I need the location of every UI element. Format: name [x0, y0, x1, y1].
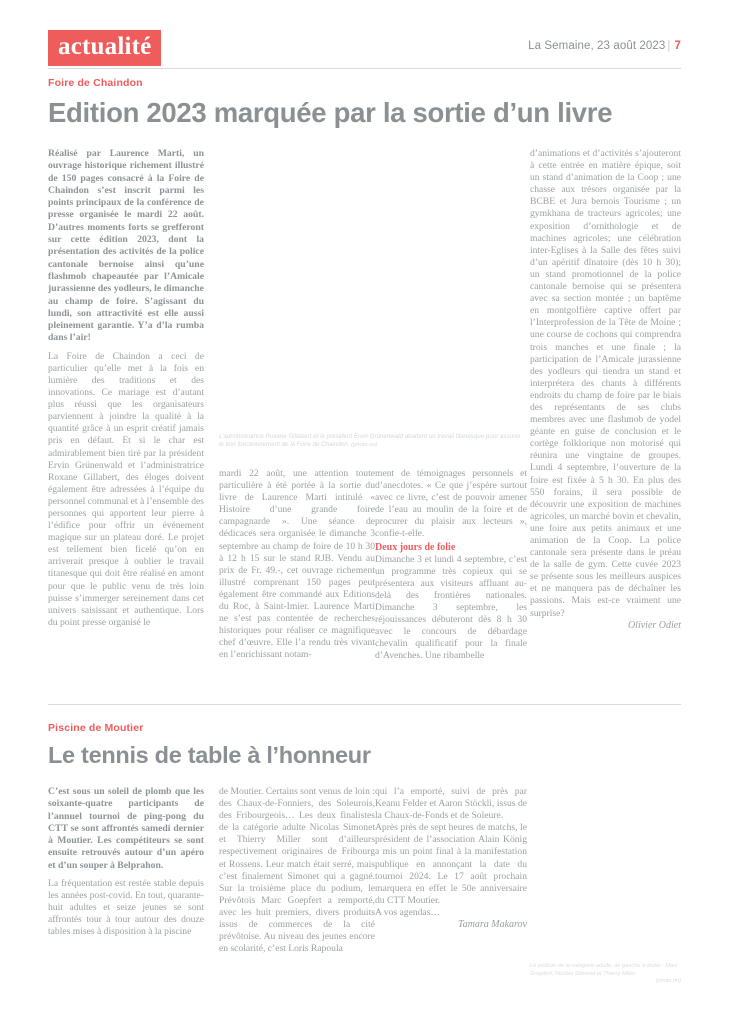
article-1-column-3: [375, 468, 527, 662]
masthead-publication-info: [528, 40, 681, 52]
masthead-divider: [48, 68, 681, 69]
article-1-column-4: [530, 148, 681, 632]
publication-date: La Semaine, 23 août 2023: [528, 40, 666, 52]
article-2-column-3-body-2: Après près de sept heures de matchs, le président de l’association Alain König a mis un point final à la manifestation publique en annonçant la date du tournoi 2024. Le 17 août prochain marquera en effet le 50e anniversaire du CTT Moutier.: [375, 822, 527, 906]
article-1-column-2-body: mardi 22 août, une attention toute particulière à été portée à la sortie du livre de Laurence Marti intitulé « Histoire d’une grande foire campagnarde ». Une séance de dédicaces sera organisée le dimanche 3 septembre au champ de foire de 10 h 30 à 12 h 15 sur le stand RJB. Vendu au prix de Fr. 49.-, cet ouvrage richement illustré comprenant 150 pages peut également être commandé aux Editions du Roc, à Saint-Imier. Laurence Marti ne s’est pas contentée de recherches historiques pour réaliser ce magnifique chef d’œuvre. Elle l’a rendu très vivant en l’enrichissant notam-: [219, 468, 375, 661]
article-2-column-2: [219, 786, 375, 955]
article-1-column-2: [219, 468, 375, 662]
article-2-lead: C’est sous un soleil de plomb que les soixante-quatre participants de l’annuel tournoi de ping-pong du CTT se sont affrontés samedi dernier à Moutier. Les compétiteurs se sont ensuite retrouvés autour d’un apéro et d’un souper à Belprahon.: [48, 786, 204, 871]
article-1-photo-caption: [219, 433, 527, 450]
article-2-column-2-body: de Moutier. Certains sont venus de loin : des Chaux-de-Fonniers, des Soleurois, des Fribourgeois… Les deux finalistes de la catégorie adulte Nicolas Simonet et Thierry Miller sont d’ailleurs respectivement originaires de Fribourg et Rossens. Leur match était serré, mais c’est finalement Simonet qui a gagné. Sur la troisième place du podium, le Prévôtois Marc Goepfert a remporté, avec les huit premiers, divers produits issus de commerces de la cité prévôtoise. Au niveau des jeunes encore en scolarité, c’est Loris Rapoula: [219, 786, 375, 955]
article-1-column-3-body: ment de témoignages personnels et d’anecdotes. « Ce que j’espère surtout avec ce livre, c’est de pouvoir amener de l’eau au moulin de la foire et de procurer du plaisir aux lecteurs », confie-t-elle.: [375, 468, 527, 540]
page-number: 7: [674, 40, 681, 52]
article-2-column-3: [375, 786, 527, 931]
masthead: [48, 30, 681, 66]
article-1-column-1: [48, 148, 204, 629]
article-2-column-1-body: La fréquentation est restée stable depuis les années post-covid. En tout, quarante-huit adultes et seize jeunes se sont affrontés tour à tour autour des douze tables mises à disposition à la piscine: [48, 878, 204, 938]
article-2-column-1: [48, 786, 204, 939]
article-1-kicker: Foire de Chaindon: [48, 77, 143, 89]
article-2-column-3-body-3: A vos agendas…: [375, 906, 441, 918]
masthead-separator: |: [667, 40, 671, 52]
article-1-lead: Réalisé par Laurence Marti, un ouvrage historique richement illustré de 150 pages consacré à la Foire de Chaindon s’est inscrit parmi les points principaux de la conférence de presse organisée le mardi 22 août. D’autres moments forts se grefferont sur cette édition 2023, dont la présentation des activités de la police cantonale bernoise ainsi qu’une flashmob chapeautée par l’Amicale jurassienne des yodleurs, le dimanche au champ de foire. S’agissant du lundi, son attractivité est elle aussi pleinement garantie. Y’a d’la rumba dans l’air!: [48, 148, 204, 344]
article-2-column-3-body: qui l’a emporté, suivi de près par Keanu Felder et Aaron Stöckli, issus de la Chaux-de-Fonds et de Soleure.: [375, 786, 527, 822]
caption-credit: (photo oo): [351, 442, 378, 449]
article-1-column-1-body: La Foire de Chaindon a ceci de particulier qu’elle met à la fois en lumière des traditions et des innovations. Ce mariage est d’autant plus réussi que les organisateurs parviennent à joindre la qualité à la quantité grâce à un esprit créatif jamais pris en défaut. Et si le char est admirablement bien tiré par la président Ervin Grünenwald et l’administratrice Roxane Gillabert, des éloges doivent également être adressées à l’équipe du personnel communal et à l’ensemble des personnes qui apportent leur pierre à l’édifice pour offrir un événement magique sur un plateau doré. Le projet est tellement bien ficelé qu’on en arriverait presque à oublier le travail titanesque qui doit être réalisé en amont pour que le public venu de très loin puisse s’immerger sereinement dans cet univers saisissant et authentique. Lors du point presse organisé le: [48, 350, 204, 628]
article-2-kicker: Piscine de Moutier: [48, 722, 144, 734]
article-2-byline: Tamara Makarov: [458, 919, 527, 931]
caption-2-credit: (photo tm): [655, 978, 681, 985]
article-2-photo-caption: [530, 963, 681, 986]
caption-text: L’administratrice Roxane Gillabert et le président Ervin Grünenwald abattent un travail titanesque pour assurer le bon fonctionnement de la Foire de Chaindon.: [219, 433, 521, 449]
caption-2-text: Le podium de la catégorie adulte, de gauche à droite : Marc Goepfert, Nicolas Simonet et Thierry Miller.: [530, 963, 678, 977]
article-1-column-3-body-2: Dimanche 3 et lundi 4 septembre, c’est un programme très copieux qui se présentera aux visiteurs affluant au-delà des frontières nationales. Dimanche 3 septembre, les réjouissances débuteront dès 8 h 30 avec le concours de débardage chevalin qualificatif pour la finale d’Avenches. Une ribambelle: [375, 553, 527, 662]
article-1-column-4-body: d’animations et d’activités s’ajouteront à cette entrée en matière épique, soit un stand d’animation de la Coop ; une chasse aux trésors organisée par la BCBE et Jura bernois Tourisme ; un gymkhana de tracteurs agricoles; une exposition d’ornithologie et de machines agricoles; une célébration inter-Eglises à la Salle des fêtes suivi d’un apéritif dînatoire (dès 10 h 30); un stand promotionnel de la police cantonale bernoise qui se présentera avec sa section montée ; un baptême en montgolfière captive offert par l’Interprofession de la Tête de Moine ; une course de cochons qui comprendra trois manches et une finale ; la participation de l’Amicale jurassienne des yodleurs qui tiendra un stand et interprétera des chants à différents endroits du champ de foire par le biais des représentants de ses clubs membres avec une flashmob de yodel géante en guise de conclusion et le cortège folklorique non motorisé qui réunira une vingtaine de groupes. Lundi 4 septembre, l’ouverture de la foire est fixée à 5 h 30. En plus des 550 forains, il sera possible de découvrir une exposition de machines agricoles, un marché bovin et chevalin, une foire aux petits animaux et une animation de la Coop. La police cantonale sera présente dans le préau de la salle de gym. Cette cuvée 2023 se présente sous les meilleurs auspices et ne manquera pas de déchaîner les passions. Mais est-ce vraiment une surprise?: [530, 148, 681, 619]
article-2-photo: [530, 786, 681, 961]
section-badge: actualité: [48, 30, 161, 66]
article-divider: [48, 704, 681, 705]
article-1-photo: [219, 148, 527, 426]
article-1-subhead: Deux jours de folie: [375, 541, 456, 553]
article-1-byline: Olivier Odiet: [627, 619, 681, 631]
article-1-headline: Edition 2023 marquée par la sortie d’un livre: [48, 97, 613, 128]
article-2-headline: Le tennis de table à l’honneur: [48, 742, 371, 768]
